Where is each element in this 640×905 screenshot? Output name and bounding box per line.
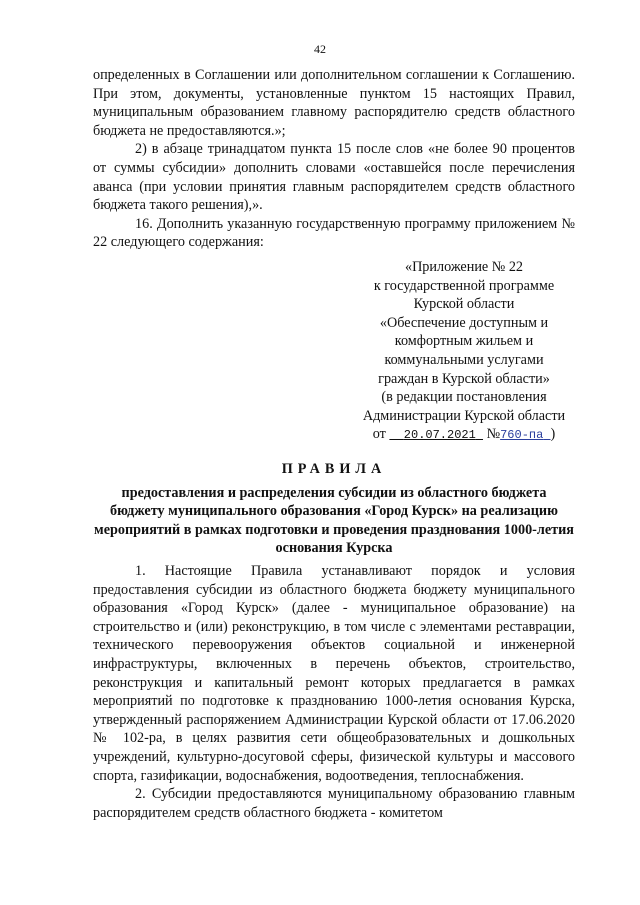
rules-title bbox=[93, 460, 575, 558]
appendix-line: коммунальными услугами bbox=[384, 351, 544, 368]
amendment-text bbox=[93, 66, 575, 252]
paragraph: 2. Субсидии предоставляются муниципальному образованию главным распорядителем средств областного бюджета - комитетом bbox=[93, 786, 575, 821]
document-number-value: 760-па bbox=[500, 428, 544, 443]
paragraph: 1. Настоящие Правила устанавливают порядок и условия предоставления субсидии из областного бюджета бюджету муниципального образования «Город Курск» (далее - муниципальное образование) на строительство и (или) реконструкцию, в том числе с элементами реставрации, технического перевооружения объектов социальной и инженерной инфраструктуры, включенных в перечень объектов, строительство, реконструкция и капитальный ремонт которых предлагается в рамках мероприятий по подготовке к празднованию 1000-летия основания Курска, утвержденный распоряжением Администрации Курской области от 17.06.2020 № 102-ра, в целях развития сети общеобразовательных и дошкольных учреждений, культурно-досуговой сферы, физической культуры и массового спорта, газификации, водоснабжения, водоотведения, теплоснабжения. bbox=[93, 563, 575, 784]
appendix-header bbox=[350, 258, 578, 445]
appendix-line: комфортным жильем и bbox=[394, 333, 534, 350]
rules-heading: ПРАВИЛА bbox=[281, 461, 387, 477]
date-prefix: от bbox=[372, 426, 386, 443]
appendix-line: (в редакции постановления bbox=[381, 389, 547, 406]
appendix-line: «Приложение № 22 bbox=[404, 259, 524, 275]
number-prefix: № bbox=[486, 426, 501, 443]
page-number: 42 bbox=[314, 42, 326, 56]
paragraph: определенных в Соглашении или дополнительном соглашении к Соглашению. При этом, документы, установленные пунктом 15 настоящих Правил, муниципальным образованием главному распорядителю средств областного бюджета не предоставляются.»; bbox=[93, 67, 575, 139]
document-number bbox=[500, 428, 550, 442]
appendix-line: к государственной программе bbox=[373, 277, 555, 294]
closing-paren: ) bbox=[550, 426, 556, 443]
paragraph: 2) в абзаце тринадцатом пункта 15 после слов «не более 90 процентов от суммы субсидии» дополнить словами «оставшейся после перечисления аванса (при условии принятия главным распорядителем средств областного бюджета такого решения),». bbox=[93, 141, 575, 214]
document-date bbox=[389, 428, 483, 442]
rules-subtitle: предоставления и распределения субсидии из областного бюджета бюджету муниципального образования «Город Курск» на реализацию мероприятий в рамках подготовки и проведения празднования 1000-летия основания Курска bbox=[94, 484, 574, 557]
paragraph: 16. Дополнить указанную государственную программу приложением № 22 следующего содержания: bbox=[93, 215, 575, 251]
appendix-line: Курской области bbox=[413, 296, 515, 313]
appendix-date-line bbox=[350, 425, 578, 445]
appendix-line: Администрации Курской области bbox=[362, 407, 566, 424]
document-date-value: 20.07.2021 bbox=[403, 428, 476, 443]
appendix-line: граждан в Курской области» bbox=[378, 370, 550, 387]
appendix-line: «Обеспечение доступным и bbox=[379, 314, 549, 331]
rules-body bbox=[93, 562, 575, 822]
